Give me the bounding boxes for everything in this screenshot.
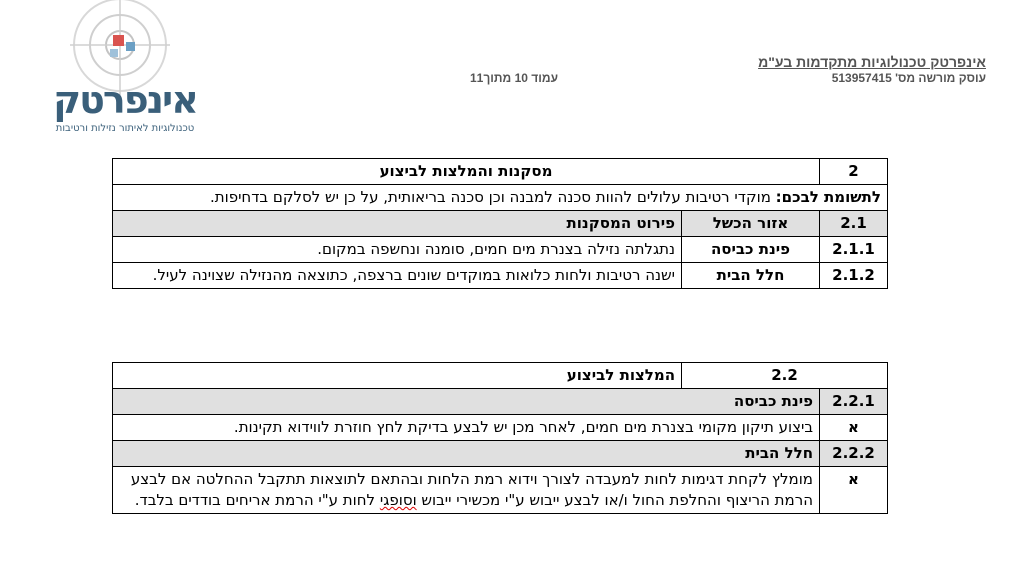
spellcheck-word: וסופגי <box>379 491 417 509</box>
item-letter: א <box>820 415 888 441</box>
row-number: 2.1.1 <box>820 237 888 263</box>
group-header-row <box>113 441 888 467</box>
subsection-number: 2.1 <box>820 211 888 237</box>
group-area: פינת כביסה <box>113 389 820 415</box>
item-letter: א <box>820 467 888 514</box>
registration-number: עוסק מורשה מס' 513957415 <box>831 71 986 85</box>
attention-row <box>113 185 888 211</box>
section-header-row <box>113 159 888 185</box>
attention-text: מוקדי רטיבות עלולים להוות סכנה למבנה וכן סכנה בריאותית, על כן יש לסלקם בדחיפות. <box>210 188 776 206</box>
company-header <box>758 54 986 85</box>
company-name: אינפרטק טכנולוגיות מתקדמות בע"מ <box>758 54 986 70</box>
recommendation-row <box>113 415 888 441</box>
attention-note <box>113 185 888 211</box>
recommendation-row <box>113 467 888 514</box>
row-area: פינת כביסה <box>682 237 820 263</box>
group-number: 2.2.2 <box>820 441 888 467</box>
row-number: 2.1.2 <box>820 263 888 289</box>
group-number: 2.2.1 <box>820 389 888 415</box>
section-number: 2 <box>820 159 888 185</box>
page-number: עמוד 10 מתוך11 <box>470 71 558 85</box>
row-details: ישנה רטיבות ולחות כלואות במוקדים שונים ברצפה, כתוצאה מהנזילה שצוינה לעיל. <box>113 263 682 289</box>
item-text: ביצוע תיקון מקומי בצנרת מים חמים, לאחר מכן יש לבצע בדיקת לחץ חוזרת לווידוא תקינות. <box>113 415 820 441</box>
logo-tagline: טכנולוגיות לאיתור נזילות ורטיבות <box>55 123 195 134</box>
recommendations-table <box>112 362 888 514</box>
row-area: חלל הבית <box>682 263 820 289</box>
row-details: נתגלתה נזילה בצנרת מים חמים, סומנה ונחשפה במקום. <box>113 237 682 263</box>
group-header-row <box>113 389 888 415</box>
section-number: 2.2 <box>682 363 888 389</box>
column-header-area: אזור הכשל <box>682 211 820 237</box>
section-title: המלצות לביצוע <box>113 363 682 389</box>
column-header-details: פירוט המסקנות <box>113 211 682 237</box>
group-area: חלל הבית <box>113 441 820 467</box>
section-title: מסקנות והמלצות לביצוע <box>113 159 820 185</box>
table-row <box>113 263 888 289</box>
attention-label: לתשומת לבכם: <box>775 188 881 206</box>
item-text-part: לחות ע"י הרמת אריחים בודדים בלבד. <box>134 491 380 509</box>
table-row <box>113 237 888 263</box>
item-text <box>113 467 820 514</box>
item-text-part: מומלץ לקחת דגימות לחות למעבדה לצורך וידוא רמת הלחות ובהתאם לתוצאות תתקבל ההחלטה אם לבצע הרמת הריצוף והחלפת החול ו/או לבצע ייבוש ע"י מכשירי ייבוש <box>130 470 813 509</box>
section-header-row <box>113 363 888 389</box>
conclusions-table <box>112 158 888 289</box>
column-header-row <box>113 211 888 237</box>
logo-name: אינפרטק <box>53 78 197 122</box>
